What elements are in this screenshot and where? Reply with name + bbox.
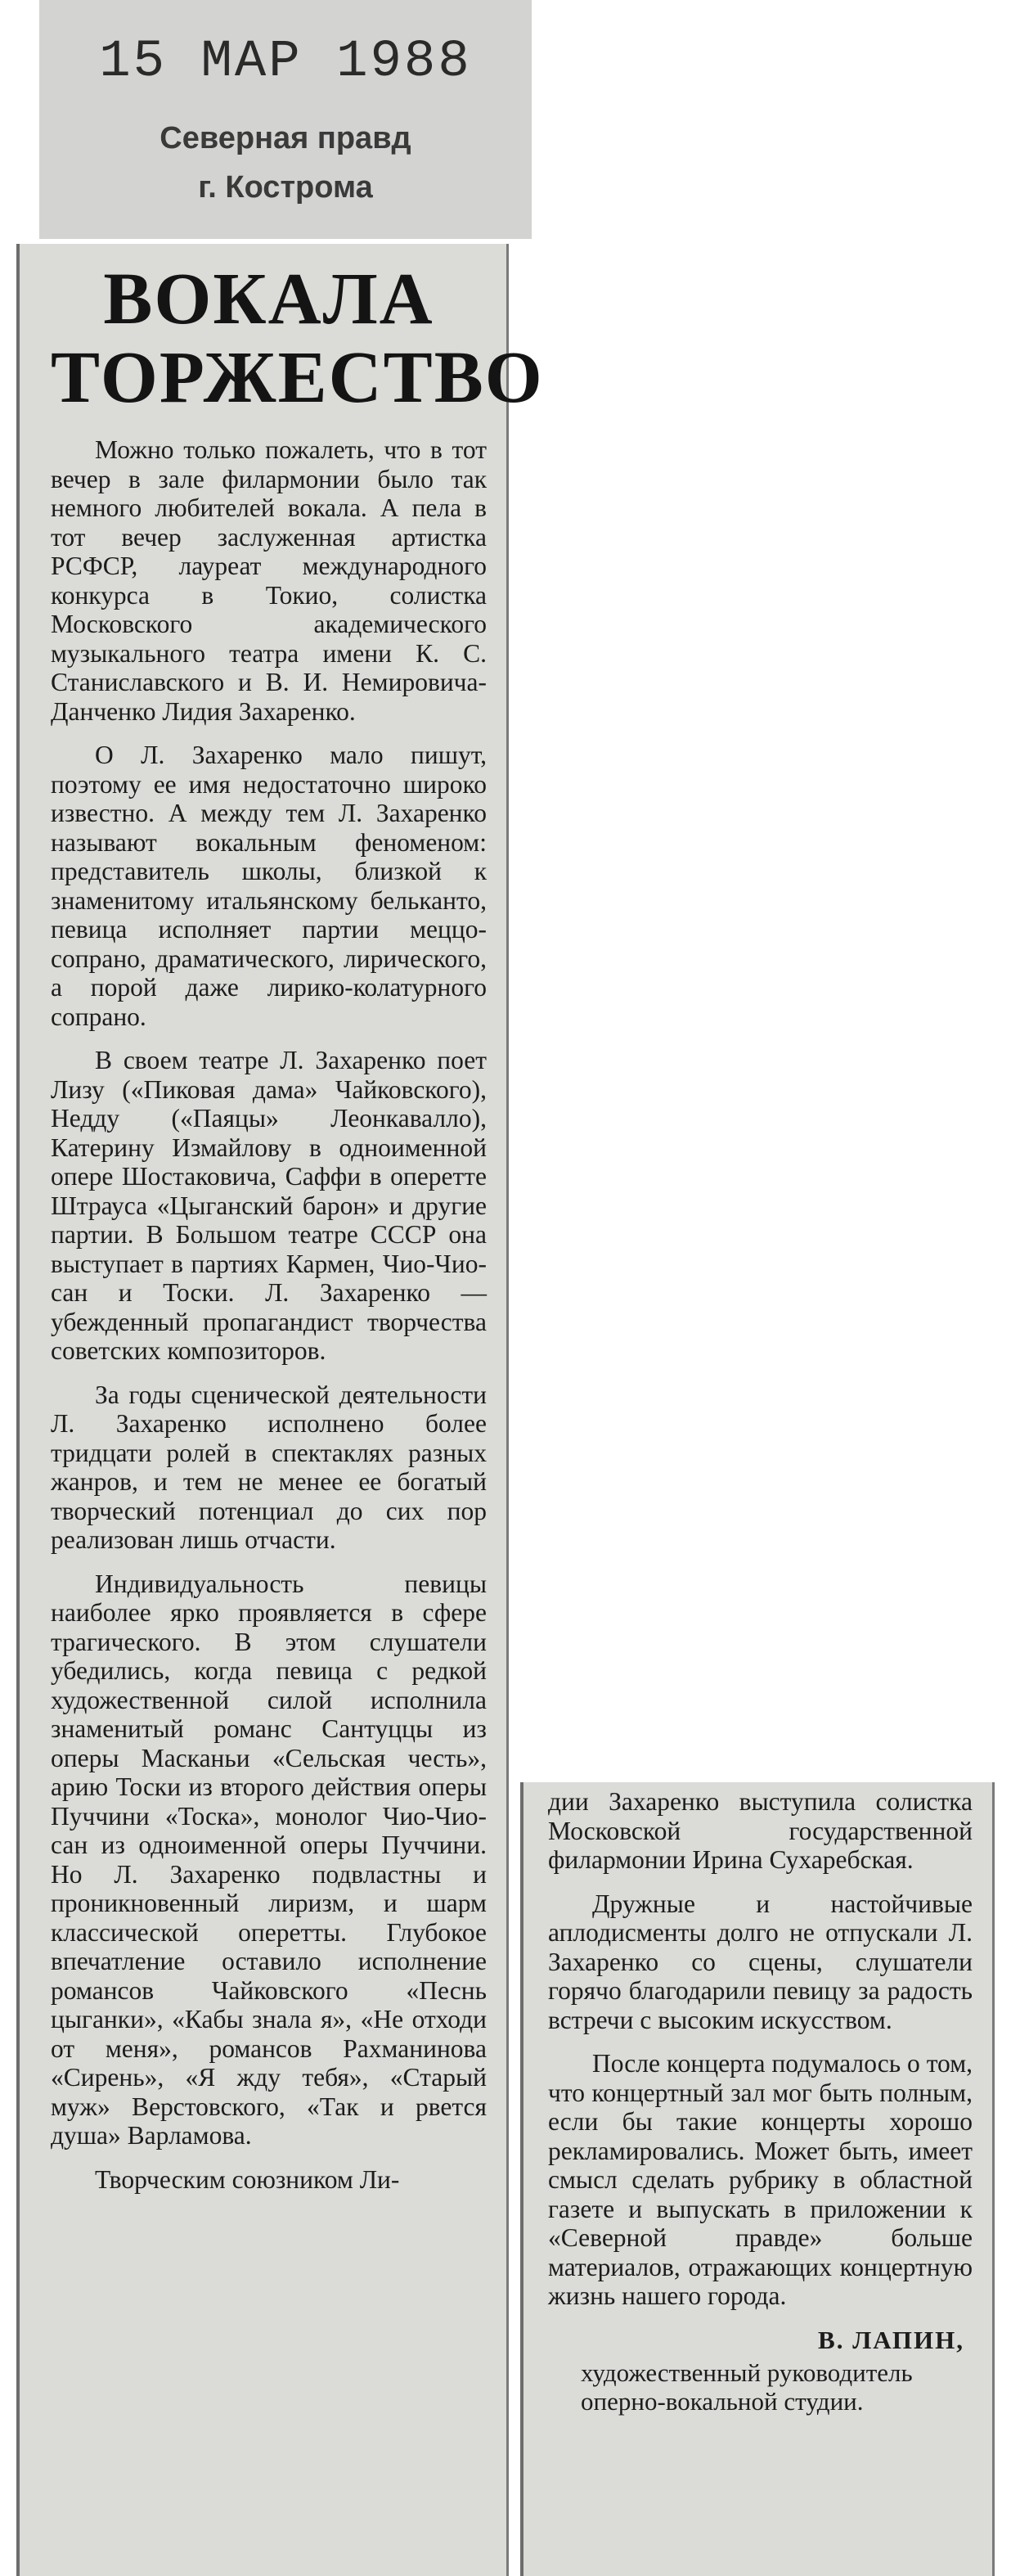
article-headline xyxy=(51,259,544,418)
date-stamp xyxy=(39,0,532,239)
article-paragraph: Можно только пожалеть, что в тот вечер в зале филармонии было так немного любителей вокала. А пела в тот вечер заслуженная артистка РСФСР, лауреат международного конкурса в Токио, солистка Московского академического музыкального театра имени К. С. Станиславского и В. И. Немировича-Данченко Лидия Захаренко. xyxy=(51,435,487,726)
article-paragraph: дии Захаренко выступила солистка Московской государственной филармонии Ирина Сухаребская. xyxy=(548,1787,973,1874)
article-main-column xyxy=(16,244,544,2576)
article-paragraph: Дружные и настойчивые аплодисменты долго не отпускали Л. Захаренко со сцены, слушатели горячо благодарили певицу за радость встречи с высоким искусством. xyxy=(548,1889,973,2034)
headline-line-1: ВОКАЛА xyxy=(103,259,434,340)
stamp-city: г. Кострома xyxy=(198,170,373,205)
stamp-newspaper-name: Северная правд xyxy=(160,121,411,155)
author-role: художественный руководитель оперно-вокальной студии. xyxy=(581,2358,913,2416)
article-paragraph: За годы сценической деятельности Л. Захаренко исполнено более тридцати ролей в спектаклях разных жанров, и тем не менее ее богатый творческий потенциал до сих пор реализован лишь отчасти. xyxy=(51,1380,487,1554)
stamp-date: 15 МАР 1988 xyxy=(99,33,472,92)
article-paragraph: После концерта подумалось о том, что концертный зал мог быть полным, если бы такие концерты хорошо рекламировались. Может быть, имеет смысл сделать рубрику в областной газете и выпускать в приложении к «Северной правде» больше материалов, отражающих концертную жизнь нашего города. xyxy=(548,2049,973,2310)
article-paragraph: О Л. Захаренко мало пишут, поэтому ее имя недостаточно широко известно. А между тем Л. Захаренко называют вокальным феноменом: представитель школы, близкой к знаменитому итальянскому бельканто, певица исполняет партии меццо-сопрано, драматического, лирического, а порой даже лирико-колатурного сопрано. xyxy=(51,741,487,1031)
article-paragraph: В своем театре Л. Захаренко поет Лизу («Пиковая дама» Чайковского), Недду («Паяцы» Леонкавалло), Катерину Измайлову в одноименной опере Шостаковича, Саффи в оперетте Штрауса «Цыганский барон» и другие партии. В Большом театре СССР она выступает в партиях Кармен, Чио-Чио-сан и Тоски. Л. Захаренко — убежденный пропагандист творчества советских композиторов. xyxy=(51,1046,487,1365)
article-paragraph: Творческим союзником Ли- xyxy=(95,2164,400,2194)
article-continuation-column xyxy=(520,1782,995,2576)
article-paragraph: Индивидуальность певицы наиболее ярко проявляется в сфере трагического. В этом слушатели убедились, когда певица с редкой художественной силой исполнила знаменитый романс Сантуццы из оперы Масканьи «Сельская честь», арию Тоски из второго действия оперы Пуччини «Тоска», монолог Чио-Чио-сан из одноименной оперы Пуччини. Но Л. Захаренко подвластны и проникновенный лиризм, и шарм классической оперетты. Глубокое впечатление оставило исполнение романсов Чайковского «Песнь цыганки», «Кабы знала я», «Не отходи от меня», романсов Рахманинова «Сирень», «Я жду тебя», «Старый муж» Верстовского, «Так и рвется душа» Варламова. xyxy=(51,1569,487,2150)
author-name: В. ЛАПИН, xyxy=(818,2325,964,2354)
headline-line-2: ТОРЖЕСТВО xyxy=(51,337,544,418)
